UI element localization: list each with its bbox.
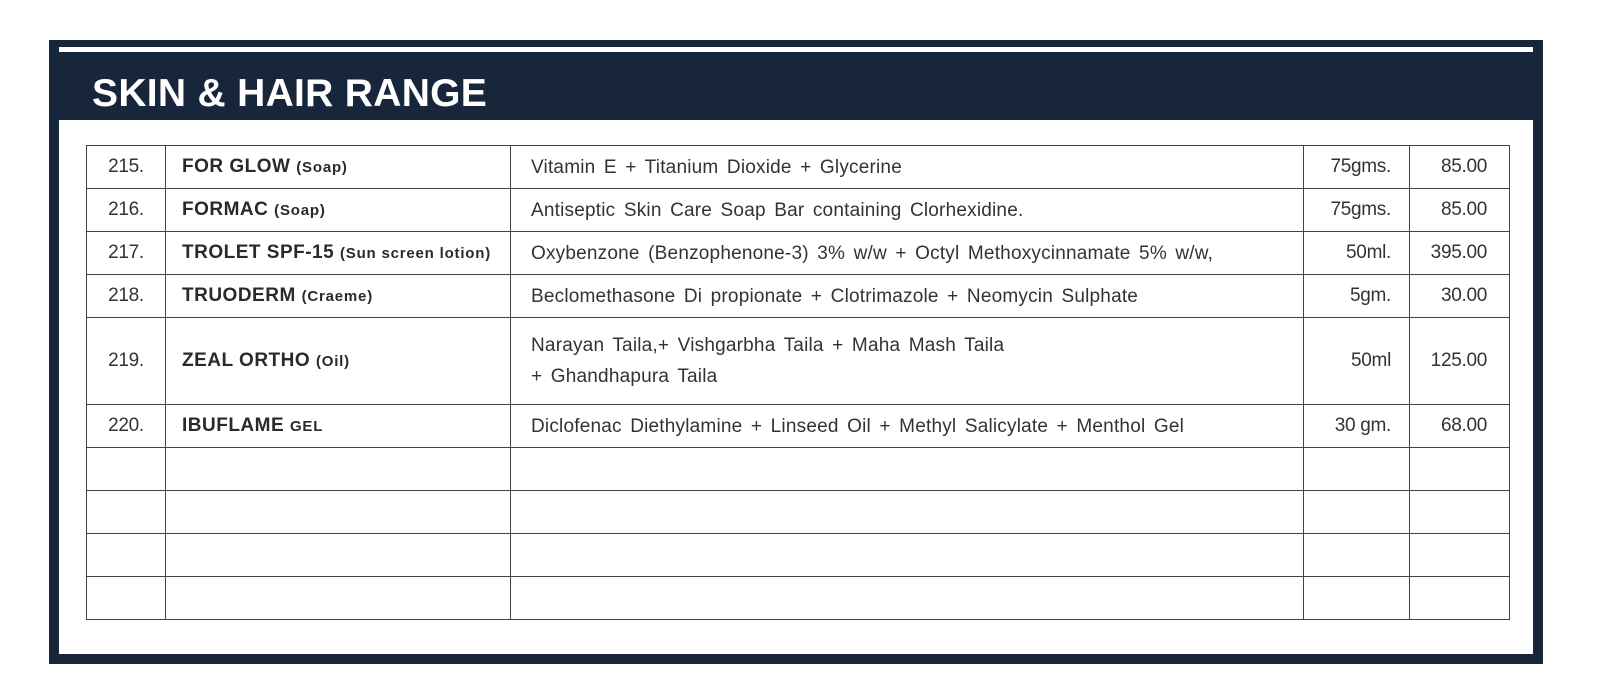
- empty-cell: [87, 577, 166, 620]
- empty-cell: [87, 448, 166, 491]
- product-name-cell: [166, 189, 511, 232]
- table-row: [87, 405, 1510, 448]
- product-price: 68.00: [1410, 405, 1510, 448]
- empty-cell: [511, 577, 1304, 620]
- empty-cell: [511, 448, 1304, 491]
- product-number: 220.: [87, 405, 166, 448]
- empty-table-row: [87, 491, 1510, 534]
- empty-table-row: [87, 448, 1510, 491]
- product-number: 215.: [87, 146, 166, 189]
- empty-cell: [1304, 577, 1410, 620]
- empty-cell: [1410, 577, 1510, 620]
- product-form-note: (Soap): [296, 159, 348, 176]
- product-form-note: (Sun screen lotion): [339, 245, 492, 262]
- product-price: 125.00: [1410, 318, 1510, 405]
- composition-line: Diclofenac Diethylamine + Linseed Oil + Methyl Salicylate + Menthol Gel: [531, 415, 1185, 437]
- composition-line: Vitamin E + Titanium Dioxide + Glycerine: [531, 156, 902, 178]
- product-name-cell: [166, 232, 511, 275]
- empty-cell: [1304, 534, 1410, 577]
- composition-line: Beclomethasone Di propionate + Clotrimazole + Neomycin Sulphate: [531, 285, 1139, 307]
- product-pack-size: 75gms.: [1304, 189, 1410, 232]
- empty-table-row: [87, 534, 1510, 577]
- product-price: 85.00: [1410, 146, 1510, 189]
- product-composition: [511, 405, 1304, 448]
- empty-cell: [1304, 448, 1410, 491]
- product-number: 217.: [87, 232, 166, 275]
- header-top-rule: [59, 47, 1533, 52]
- product-name: ZEAL ORTHO: [182, 350, 311, 371]
- product-form-note: (Oil): [315, 353, 350, 370]
- composition-line: + Ghandhapura Taila: [531, 366, 718, 387]
- empty-cell: [166, 448, 511, 491]
- product-name-cell: [166, 405, 511, 448]
- product-name: FOR GLOW: [182, 156, 291, 177]
- table-row: [87, 318, 1510, 405]
- empty-cell: [87, 534, 166, 577]
- empty-cell: [166, 491, 511, 534]
- product-form-note: (Craeme): [301, 288, 373, 305]
- product-table: [86, 145, 1510, 620]
- page-title: SKIN & HAIR RANGE: [92, 72, 488, 115]
- product-table-body: [87, 146, 1510, 620]
- product-price: 30.00: [1410, 275, 1510, 318]
- product-name: TROLET SPF-15: [182, 242, 335, 263]
- product-form-note: GEL: [289, 418, 324, 435]
- empty-cell: [511, 491, 1304, 534]
- table-row: [87, 232, 1510, 275]
- product-composition: [511, 275, 1304, 318]
- product-pack-size: 50ml: [1304, 318, 1410, 405]
- composition-line: Oxybenzone (Benzophenone-3) 3% w/w + Octyl Methoxycinnamate 5% w/w,: [531, 242, 1214, 264]
- empty-cell: [166, 577, 511, 620]
- product-pack-size: 50ml.: [1304, 232, 1410, 275]
- product-price: 85.00: [1410, 189, 1510, 232]
- empty-cell: [1410, 448, 1510, 491]
- empty-cell: [166, 534, 511, 577]
- empty-cell: [87, 491, 166, 534]
- empty-cell: [1410, 534, 1510, 577]
- table-row: [87, 189, 1510, 232]
- product-composition: [511, 189, 1304, 232]
- product-price: 395.00: [1410, 232, 1510, 275]
- table-row: [87, 146, 1510, 189]
- product-name-cell: [166, 318, 511, 405]
- product-name-cell: [166, 146, 511, 189]
- product-number: 219.: [87, 318, 166, 405]
- product-number: 218.: [87, 275, 166, 318]
- product-name: IBUFLAME: [182, 415, 285, 436]
- product-composition: [511, 318, 1304, 405]
- product-name-cell: [166, 275, 511, 318]
- product-composition: [511, 232, 1304, 275]
- product-pack-size: 75gms.: [1304, 146, 1410, 189]
- composition-line: Narayan Taila,+ Vishgarbha Taila + Maha Mash Taila: [531, 335, 1005, 356]
- product-name: FORMAC: [182, 199, 269, 220]
- product-name: TRUODERM: [182, 285, 296, 306]
- product-form-note: (Soap): [274, 202, 326, 219]
- table-row: [87, 275, 1510, 318]
- empty-table-row: [87, 577, 1510, 620]
- empty-cell: [1410, 491, 1510, 534]
- empty-cell: [1304, 491, 1410, 534]
- product-number: 216.: [87, 189, 166, 232]
- product-composition: [511, 146, 1304, 189]
- empty-cell: [511, 534, 1304, 577]
- product-pack-size: 5gm.: [1304, 275, 1410, 318]
- product-pack-size: 30 gm.: [1304, 405, 1410, 448]
- composition-line: Antiseptic Skin Care Soap Bar containing Clorhexidine.: [531, 199, 1024, 221]
